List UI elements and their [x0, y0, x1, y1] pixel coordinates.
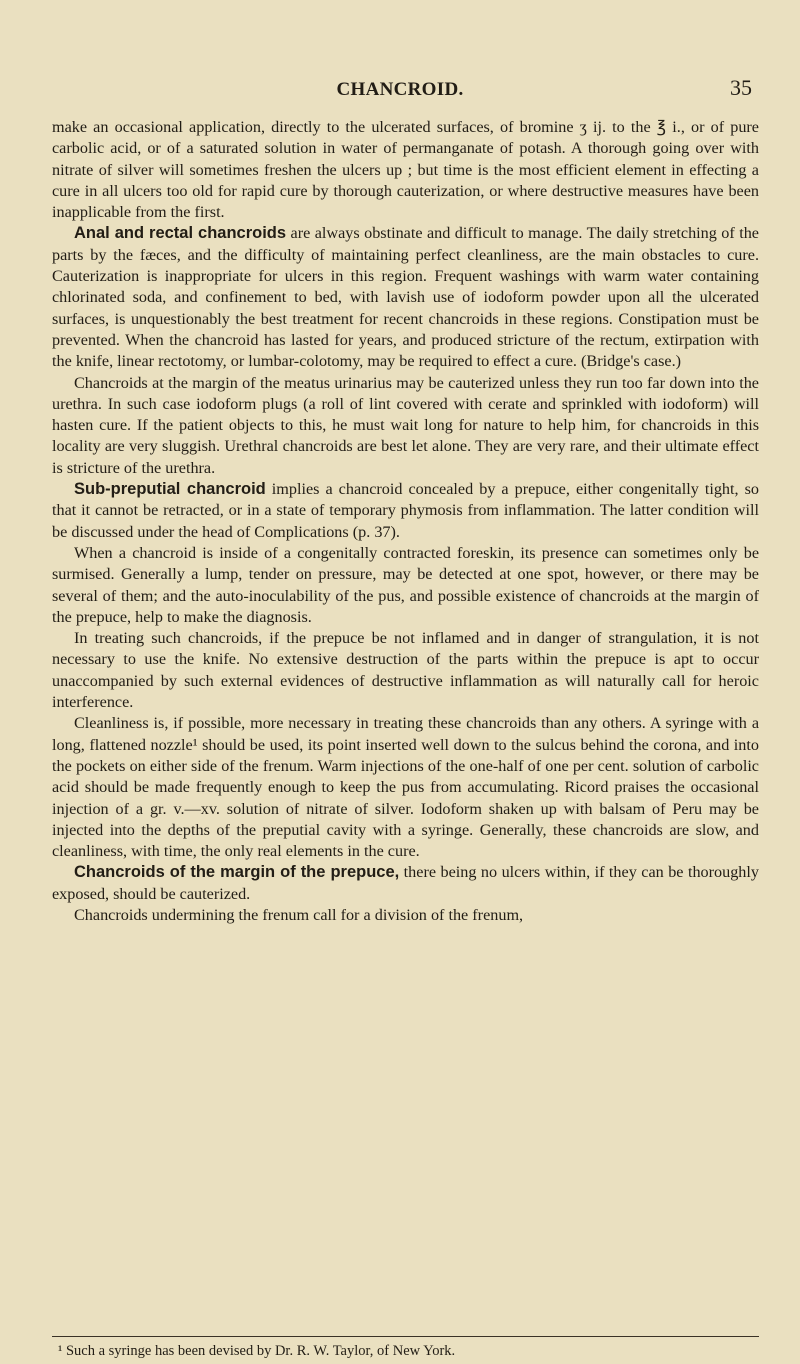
page-number: 35: [730, 75, 752, 100]
running-title: CHANCROID.: [336, 79, 464, 100]
paragraph: Cleanliness is, if possible, more necessary in treating these chancroids than any others. A syringe with a long, flattened nozzle¹ should be used, its point inserted well down to the sulcus behind the corona, and into the pockets on either side of the frenum. Warm injections of the one-half of one per cent. solution of carbolic acid should be made frequently enough to keep the pus from accumulating. Ricord praises the occasional injection of a gr. v.—xv. solution of nitrate of silver. Iodoform shaken up with balsam of Peru may be injected into the depths of the preputial cavity with a syringe. Generally, these chancroids are slow, and cleanliness, with time, the only real elements in the cure.: [52, 714, 759, 861]
paragraph: make an occasional application, directly to the ulcerated surfaces, of bromine ʒ ij. to the ℥ i., or of pure carbolic acid, or of a saturated solution in water of permanganate of potash. A thorough going over with nitrate of silver will sometimes freshen the ulcers up ; but time is the most efficient element in effecting a cure in all ulcers too old for rapid cure by thorough cauterization, or where destructive measures have been inapplicable from the first.: [52, 118, 759, 222]
sidehead: Anal and rectal chancroids: [74, 224, 287, 243]
paragraph: In treating such chancroids, if the prepuce be not inflamed and in danger of strangulation, it is not necessary to use the knife. No extensive destruction of the parts within the prepuce is apt to occur unaccompanied by such external evidences of destructive inflammation as will naturally call for heroic interference.: [52, 629, 759, 712]
footnote-rule: [52, 1336, 759, 1337]
paragraph: Chancroids undermining the frenum call for a division of the frenum,: [74, 905, 524, 924]
paragraph: Chancroids of the margin of the prepuce, there being no ulcers within, if they can be thoroughly exposed, should be cauterized.: [52, 863, 759, 903]
footnote: ¹ Such a syringe has been devised by Dr. R. W. Taylor, of New York.: [58, 1343, 456, 1359]
paragraph: When a chancroid is inside of a congenitally contracted foreskin, its presence can sometimes only be surmised. Generally a lump, tender on pressure, may be detected at one spot, however, or there may be several of them; and the auto-inoculability of the pus, and possible existence of chancroids at the margin of the prepuce, help to make the diagnosis.: [52, 543, 759, 626]
sidehead: Sub-preputial chancroid: [74, 480, 266, 499]
paragraph: Sub-preputial chancroid implies a chancroid concealed by a prepuce, either congenitally tight, so that it cannot be retracted, or in a state of temporary phymosis from inflammation. The latter condition will be discussed under the head of Complications (p. 37).: [52, 480, 759, 541]
paragraph: Chancroids at the margin of the meatus urinarius may be cauterized unless they run too far down into the urethra. In such case iodoform plugs (a roll of lint covered with cerate and sprinkled with iodoform) will hasten cure. If the patient objects to this, he must wait long for nature to help him, for chancroids in this locality are very sluggish. Urethral chancroids are best let alone. They are very rare, and their ultimate effect is stricture of the urethra.: [52, 373, 759, 477]
page-header: [0, 75, 800, 103]
paragraph: Anal and rectal chancroids are always obstinate and difficult to manage. The daily stretching of the parts by the fæces, and the difficulty of maintaining perfect cleanliness, are the main obstacles to cure. Cauterization is inappropriate for ulcers in this region. Frequent washings with warm water containing chlorinated soda, and confinement to bed, with lavish use of iodoform powder upon all the ulcerated surfaces, is unquestionably the best treatment for recent chancroids in these regions. Constipation must be prevented. When the chancroid has lasted for years, and produced stricture of the rectum, extirpation with the knife, linear rectotomy, or lumbar-colotomy, may be required to effect a cure. (Bridge's case.): [52, 224, 759, 371]
body-text: [52, 117, 759, 926]
sidehead: Chancroids of the margin of the prepuce,: [74, 863, 400, 882]
